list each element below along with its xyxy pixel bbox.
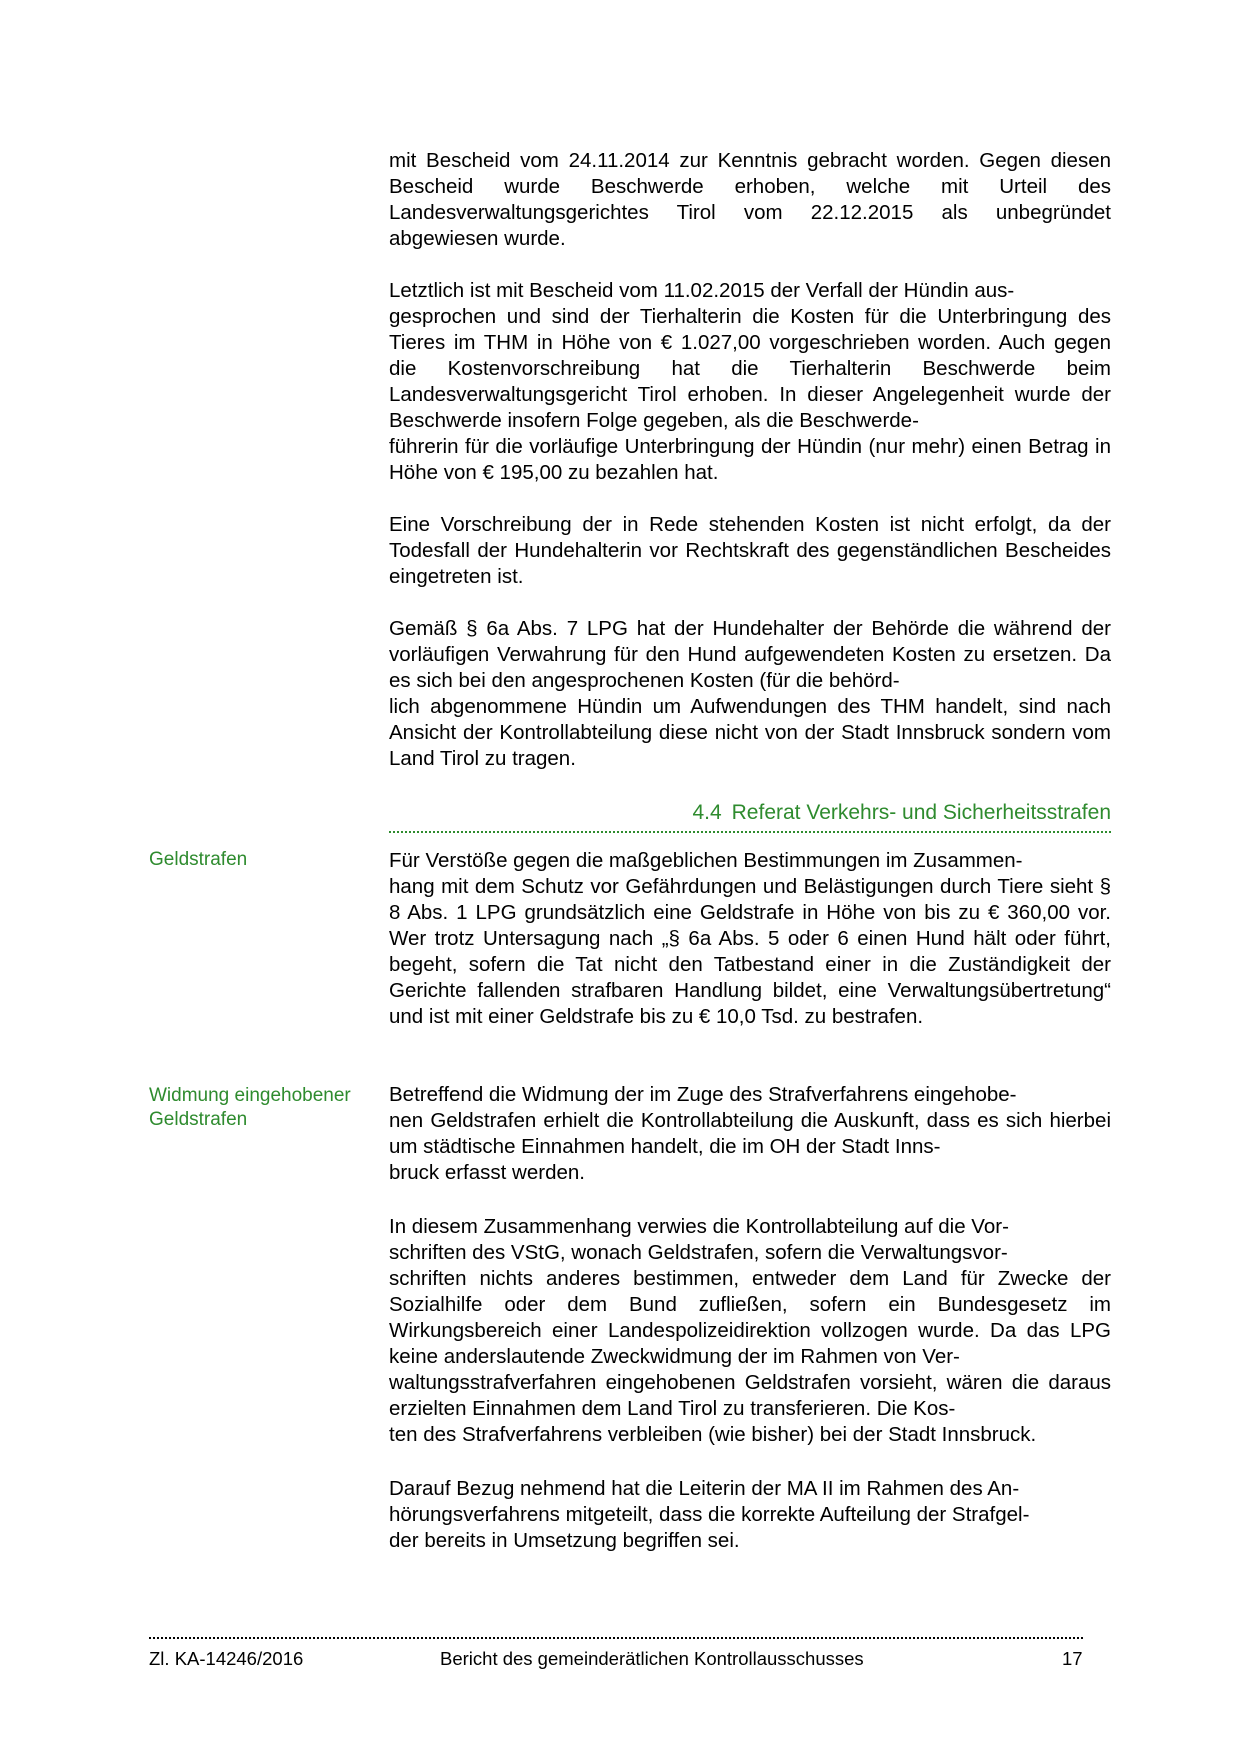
body-paragraph-3: Eine Vorschreibung der in Rede stehenden Kosten ist nicht erfolgt, da der Todesfall der Hundehalterin vor Rechtskraft des gegenständlichen Bescheides eingetreten ist. — [389, 513, 1111, 588]
body-paragraph-5: Für Verstöße gegen die maßgeblichen Bestimmungen im Zusammen- hang mit dem Schutz vor Gefährdungen und Belästigungen durch Tiere sieht § 8 Abs. 1 LPG grundsätzlich eine Geldstrafe in Höhe von bis zu € 360,00 vor. Wer trotz Untersagung nach „§ 6a Abs. 5 oder 6 einen Hund hält oder führt, begeht, sofern die Tat nicht den Tatbestand einer in die Zuständigkeit der Gerichte fallenden strafbaren Handlung bildet, eine Verwaltungsübertretung“ und ist mit einer Geldstrafe bis zu € 10,0 Tsd. zu bestrafen. — [389, 849, 1111, 1028]
footer-reference: Zl. KA-14246/2016 — [149, 1648, 304, 1669]
footer-page-number: 17 — [1062, 1648, 1083, 1669]
section-heading-rule — [389, 831, 1111, 833]
section-title: Referat Verkehrs- und Sicherheitsstrafen — [731, 801, 1111, 824]
footer-rule — [149, 1637, 1083, 1639]
section-number: 4.4 — [692, 801, 722, 824]
section-heading-text — [692, 800, 1111, 826]
margin-note-geldstrafen: Geldstrafen — [149, 849, 248, 870]
body-paragraph-4: Gemäß § 6a Abs. 7 LPG hat der Hundehalter der Behörde die während der vorläufigen Verwahrung für den Hund aufgewendeten Kosten zu ersetzen. Da es sich bei den angesprochenen Kosten (für die behörd- lich abgenommene Hündin um Aufwendungen des THM handelt, sind nach Ansicht der Kontrollabteilung diese nicht von der Stadt Innsbruck sondern vom Land Tirol zu tragen. — [389, 617, 1111, 770]
body-paragraph-2: Letztlich ist mit Bescheid vom 11.02.2015 der Verfall der Hündin aus- gesprochen und sind der Tierhalterin die Kosten für die Unterbringung des Tieres im THM in Höhe von € 1.027,00 vorgeschrieben worden. Auch gegen die Kostenvorschreibung hat die Tierhalterin Beschwerde beim Landesverwaltungsgericht Tirol erhoben. In dieser Angelegenheit wurde der Beschwerde insofern Folge gegeben, als die Beschwerde- führerin für die vorläufige Unterbringung der Hündin (nur mehr) einen Betrag in Höhe von € 195,00 zu bezahlen hat. — [389, 279, 1111, 484]
footer-report-title: Bericht des gemeinderätlichen Kontrollausschusses — [440, 1648, 864, 1669]
body-paragraph-6: Betreffend die Widmung der im Zuge des Strafverfahrens eingehobe- nen Geldstrafen erhielt die Kontrollabteilung die Auskunft, dass es sich hierbei um städtische Einnahmen handelt, die im OH der Stadt Inns- bruck erfasst werden. — [389, 1083, 1111, 1184]
margin-note-widmung: Widmung eingehobener Geldstrafen — [149, 1085, 351, 1130]
section-heading — [389, 800, 1111, 832]
body-paragraph-1: mit Bescheid vom 24.11.2014 zur Kenntnis gebracht worden. Gegen diesen Bescheid wurde Beschwerde erhoben, welche mit Urteil des Landesverwaltungsgerichtes Tirol vom 22.12.2015 als unbegründet abgewiesen wurde. — [389, 149, 1111, 250]
body-paragraph-7: In diesem Zusammenhang verwies die Kontrollabteilung auf die Vor- schriften des VStG, wonach Geldstrafen, sofern die Verwaltungsvor- schriften nichts anderes bestimmen, entweder dem Land für Zwecke der Sozialhilfe oder dem Bund zufließen, sofern ein Bundesgesetz im Wirkungsbereich einer Landespolizeidirektion vollzogen wurde. Da das LPG keine anderslautende Zweckwidmung der im Rahmen von Ver- waltungsstrafverfahren eingehobenen Geldstrafen vorsieht, wären die daraus erzielten Einnahmen dem Land Tirol zu transferieren. Die Kos- ten des Strafverfahrens verbleiben (wie bisher) bei der Stadt Innsbruck. — [389, 1215, 1111, 1446]
body-paragraph-8: Darauf Bezug nehmend hat die Leiterin der MA II im Rahmen des An- hörungsverfahrens mitgeteilt, dass die korrekte Aufteilung der Strafgel- der bereits in Umsetzung begriffen sei. — [389, 1477, 1030, 1552]
